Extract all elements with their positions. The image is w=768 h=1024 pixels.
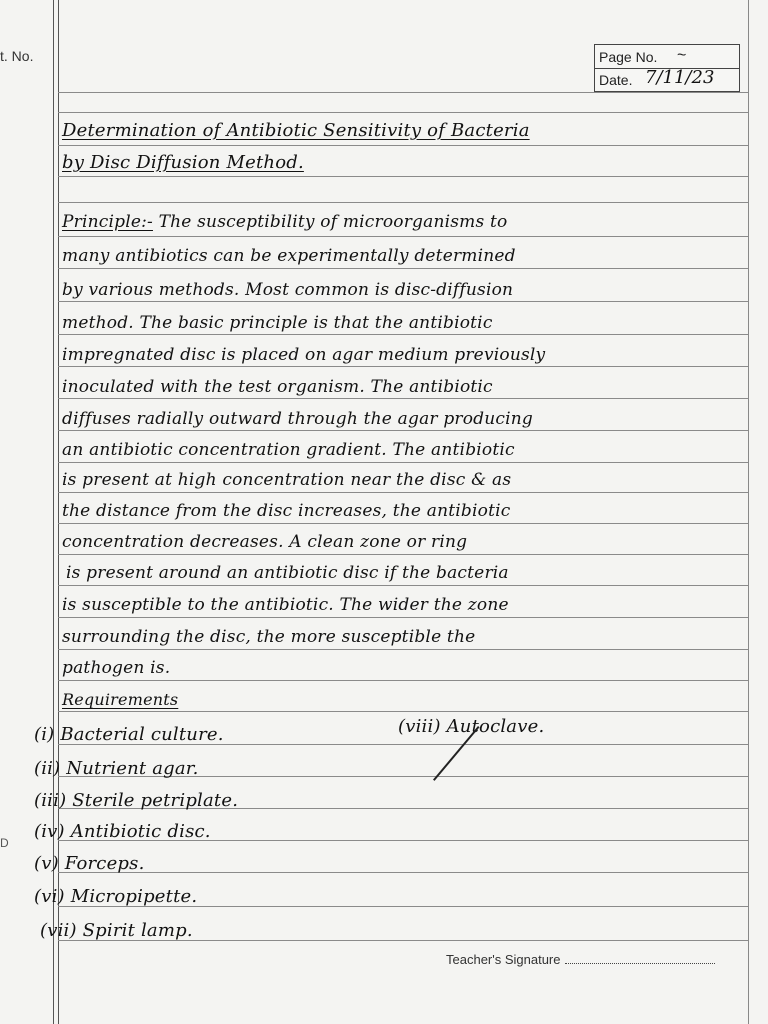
principle-line-14: surrounding the disc, the more susceptible the bbox=[62, 627, 476, 647]
requirement-item-5: (v) Forceps. bbox=[34, 853, 145, 874]
ruled-line bbox=[58, 523, 748, 524]
title-line-2: by Disc Diffusion Method. bbox=[62, 152, 304, 173]
ruled-line bbox=[58, 92, 748, 93]
teacher-signature-label: Teacher's Signature bbox=[446, 952, 561, 967]
principle-line-6: inoculated with the test organism. The antibiotic bbox=[62, 377, 493, 397]
ruled-line bbox=[58, 649, 748, 650]
requirement-item-2: (ii) Nutrient agar. bbox=[34, 758, 199, 779]
requirement-item-8: (viii) Autoclave. bbox=[398, 716, 545, 737]
principle-line-10: the distance from the disc increases, the antibiotic bbox=[62, 501, 511, 521]
requirement-item-1: (i) Bacterial culture. bbox=[34, 724, 224, 745]
ruled-line bbox=[58, 585, 748, 586]
margin-mark: D bbox=[0, 836, 9, 850]
ruled-line bbox=[58, 268, 748, 269]
principle-line-15: pathogen is. bbox=[62, 658, 171, 678]
principle-line-3: by various methods. Most common is disc-diffusion bbox=[62, 280, 514, 300]
signature-dotted-line bbox=[565, 953, 715, 964]
principle-line-9: is present at high concentration near the disc & as bbox=[62, 470, 512, 490]
page-no-label: Page No. bbox=[599, 49, 658, 65]
ruled-line bbox=[58, 492, 748, 493]
ruled-line bbox=[58, 430, 748, 431]
title-line-1: Determination of Antibiotic Sensitivity of Bacteria bbox=[62, 120, 530, 141]
principle-line-2: many antibiotics can be experimentally determined bbox=[62, 246, 516, 266]
principle-line-4: method. The basic principle is that the antibiotic bbox=[62, 313, 493, 333]
ruled-line bbox=[58, 334, 748, 335]
requirements-heading: Requirements bbox=[62, 690, 179, 709]
ruled-line bbox=[58, 462, 748, 463]
requirement-item-7: (vii) Spirit lamp. bbox=[40, 920, 193, 941]
date-value: 7/11/23 bbox=[645, 67, 715, 88]
ruled-line bbox=[58, 617, 748, 618]
margin-label: t. No. bbox=[0, 48, 34, 64]
ruled-line bbox=[58, 872, 748, 873]
page-date-box bbox=[594, 44, 740, 92]
principle-text: The susceptibility of microorganisms to bbox=[158, 212, 508, 232]
principle-line-7: diffuses radially outward through the agar producing bbox=[62, 409, 533, 429]
page-no-value: ~ bbox=[677, 47, 687, 64]
requirement-item-3: (iii) Sterile petriplate. bbox=[34, 790, 239, 811]
date-label: Date. bbox=[599, 72, 633, 88]
ruled-line bbox=[58, 112, 748, 113]
ruled-line bbox=[58, 301, 748, 302]
principle-line-5: impregnated disc is placed on agar medium previously bbox=[62, 345, 546, 365]
ruled-line bbox=[58, 236, 748, 237]
principle-line-1 bbox=[62, 212, 507, 232]
ruled-line bbox=[58, 176, 748, 177]
ruled-line bbox=[58, 202, 748, 203]
ruled-line bbox=[58, 680, 748, 681]
principle-heading: Principle:- bbox=[62, 212, 153, 232]
principle-line-13: is susceptible to the antibiotic. The wider the zone bbox=[62, 595, 509, 615]
ruled-line bbox=[58, 711, 748, 712]
page-no-row bbox=[595, 46, 739, 69]
ruled-line bbox=[58, 398, 748, 399]
principle-line-8: an antibiotic concentration gradient. The antibiotic bbox=[62, 440, 515, 460]
ruled-line bbox=[58, 554, 748, 555]
ruled-line bbox=[58, 145, 748, 146]
ruled-line bbox=[58, 366, 748, 367]
date-row bbox=[595, 69, 739, 91]
teacher-signature bbox=[446, 952, 715, 967]
requirement-item-4: (iv) Antibiotic disc. bbox=[34, 821, 211, 842]
principle-line-11: concentration decreases. A clean zone or ring bbox=[62, 532, 468, 552]
right-edge-line bbox=[748, 0, 749, 1024]
principle-line-12: is present around an antibiotic disc if the bacteria bbox=[66, 563, 509, 583]
requirement-item-6: (vi) Micropipette. bbox=[34, 886, 198, 907]
